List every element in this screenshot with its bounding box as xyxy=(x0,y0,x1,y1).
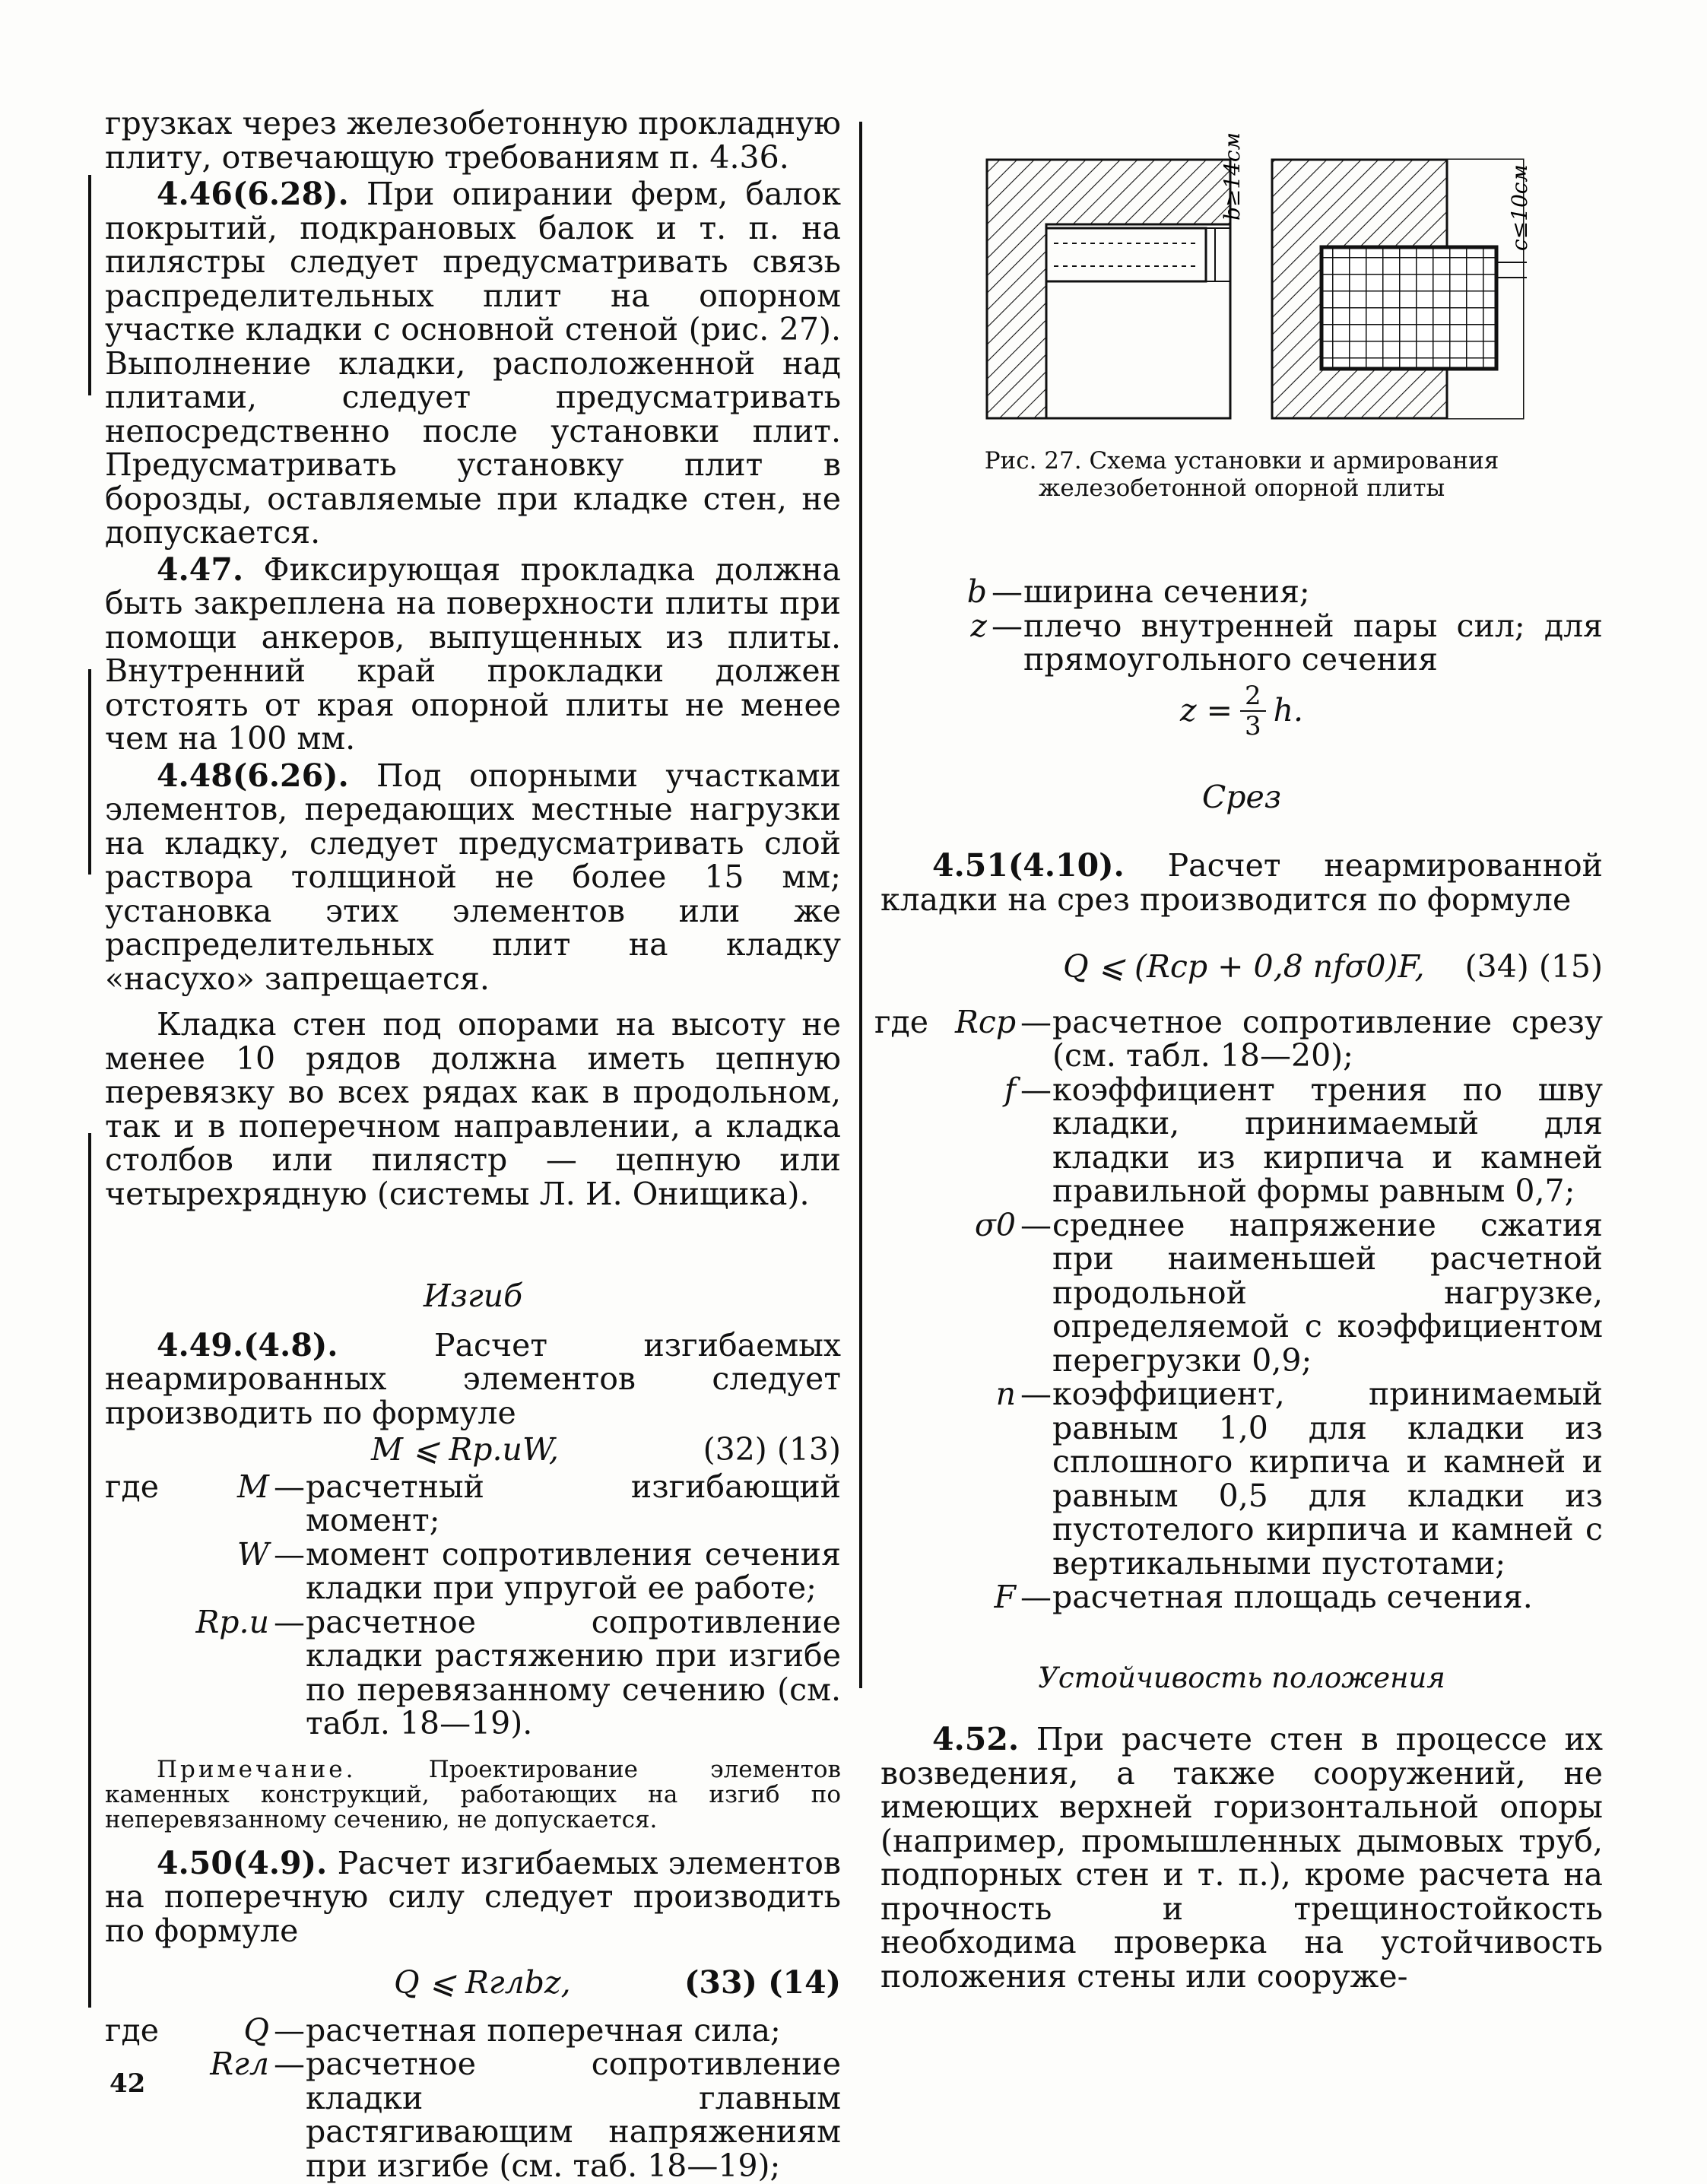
section-4-52 xyxy=(880,1722,1603,1993)
symbol: f xyxy=(1004,1071,1016,1108)
paragraph: грузках через железобетонную прокладную плиту, отвечающую требованиям п. 4.36. xyxy=(105,105,841,176)
symbol: F xyxy=(994,1579,1016,1615)
section-number: 4.46(6.28). xyxy=(157,176,349,212)
dash: — xyxy=(274,1535,305,1573)
dash: — xyxy=(1020,1071,1052,1108)
page-number: 42 xyxy=(109,2068,146,2099)
note xyxy=(105,1757,841,1833)
dash: — xyxy=(1020,1206,1052,1243)
definitions-b-z xyxy=(880,575,1603,677)
paragraph: Кладка стен под опорами на высоту не менее 10 рядов должна иметь цепную перевязку во всех рядах как в продольном, так и в поперечном направлении, а кладка столбов или пилястр — цепную или четырехрядную (системы Л. И. Онищика). xyxy=(105,1006,841,1212)
where-label xyxy=(105,1538,173,1605)
symbol: b xyxy=(966,573,987,610)
dash: — xyxy=(1020,1003,1052,1040)
symbol: W xyxy=(236,1535,269,1573)
symbol: Rгл xyxy=(210,2046,269,2082)
definition: расчетная поперечная сила; xyxy=(306,2011,781,2049)
section-number: 4.47. xyxy=(157,551,244,588)
dash: — xyxy=(274,1468,305,1505)
definitions-34 xyxy=(874,1005,1603,1614)
figure-27-diagram xyxy=(880,106,1603,433)
definition: среднее напряжение сжатия при наименьшей расчетной продольной нагрузке, определяемой с коэффициентом перегрузки 0,9; xyxy=(1052,1206,1603,1379)
definitions-32 xyxy=(105,1470,841,1741)
dimension-label-b: b≥14см xyxy=(1220,132,1245,221)
section-4-46 xyxy=(105,177,841,550)
definition: расчетная площадь сечения. xyxy=(1052,1579,1533,1615)
section-4-48 xyxy=(105,759,841,996)
section-text: Фиксирующая прокладка должна быть закреплена на поверхности плиты при помощи анкеров, выпущенных из плиты. Внутренний край прокладки должен отстоять от края опорной плиты не менее чем на 100 мм. xyxy=(105,551,841,757)
symbol: Q xyxy=(243,2011,269,2049)
dash: — xyxy=(274,2046,305,2082)
section-text: Расчет изгибаемых элементов на поперечную силу следует производить по формуле xyxy=(105,1844,841,1949)
wall-left xyxy=(987,160,1230,418)
where-label: где xyxy=(105,2011,159,2049)
formula-32 xyxy=(105,1433,841,1467)
symbol: M xyxy=(237,1468,269,1505)
note-label: Примечание. xyxy=(157,1755,357,1783)
formula-34 xyxy=(880,950,1603,984)
section-4-49 xyxy=(105,1328,841,1430)
dash: — xyxy=(992,607,1023,644)
section-heading-ustoichivost: Устойчивость положения xyxy=(1038,1661,1445,1694)
definition: расчетное сопротивление кладки растяжению при изгибе по перевязанному сечению (см. табл. 18—19). xyxy=(306,1603,841,1741)
section-text: Под опорными участками элементов, передающих местные нагрузки на кладку, следует предусматривать слой раствора толщиной не более 15 мм; установка этих элементов или же распределительных плит на кладку «насухо» запрещается. xyxy=(105,757,841,997)
definition: коэффициент трения по шву кладки, принимаемый для кладки из кирпича и камней правильной формы равным 0,7; xyxy=(1052,1071,1603,1209)
formula-reference: (32) (13) xyxy=(703,1431,841,1468)
section-number: 4.50(4.9). xyxy=(157,1844,328,1881)
where-label xyxy=(874,1580,950,1614)
section-text: Расчет изгибаемых неармированных элементов следует производить по формуле xyxy=(105,1326,841,1431)
wall-right xyxy=(1272,160,1527,418)
formula-expression: Q ⩽ (Rср + 0,8 nfσ0)F, xyxy=(1063,948,1425,985)
margin-bar xyxy=(88,1133,91,2008)
section-text: При расчете стен в процессе их возведения, а также сооружений, не имеющих верхней горизонтальной опоры (например, промышленных дымовых труб, подпорных стен и т. п.), кроме расчета на прочность и трещиностойкость необходима проверка на устойчивость положения стены или сооруже- xyxy=(880,1721,1603,1995)
where-label xyxy=(105,2047,173,2182)
section-4-50 xyxy=(105,1846,841,1948)
dimension-label-c: c≤10см xyxy=(1507,164,1532,251)
right-column xyxy=(874,106,1603,1995)
where-label: где xyxy=(874,1003,928,1040)
formula-lhs: z = xyxy=(1179,692,1233,729)
section-text: Расчет неармированной кладки на срез производится по формуле xyxy=(880,847,1603,918)
numerator: 2 xyxy=(1240,681,1266,712)
where-label xyxy=(874,1073,950,1208)
fraction xyxy=(1240,681,1266,741)
section-heading-izgib: Изгиб xyxy=(423,1278,523,1314)
section-4-51 xyxy=(880,849,1603,916)
symbol: Rср xyxy=(955,1003,1017,1040)
formula-z xyxy=(880,681,1603,741)
margin-bar xyxy=(859,122,862,1688)
symbol: z xyxy=(970,607,987,644)
formula-expression: M ⩽ Rр.иW, xyxy=(371,1431,559,1468)
figure-caption: Рис. 27. Схема установки и армирования железобетонной опорной плиты xyxy=(984,447,1499,502)
definition: расчетное сопротивление кладки главным растягивающим напряжениям при изгибе (см. таб. 18—19); xyxy=(306,2046,841,2184)
section-number: 4.48(6.26). xyxy=(157,757,349,794)
margin-bar xyxy=(88,669,91,875)
section-text: При опирании ферм, балок покрытий, подкрановых балок и т. п. на пилястры следует предусматривать связь распределительных плит на опорном участке кладки с основной стеной (рис. 27). Выполнение кладки, расположенной над плитами, следует предусматривать непосредственно после установки плит. Предусматривать установку плит в борозды, оставляемые при кладке стен, не допускается. xyxy=(105,176,841,551)
dash: — xyxy=(274,2011,305,2049)
denominator: 3 xyxy=(1244,710,1261,741)
definition: ширина сечения; xyxy=(1023,573,1310,610)
left-column xyxy=(105,106,841,2182)
section-number: 4.51(4.10). xyxy=(932,847,1125,884)
definition: момент сопротивления сечения кладки при упругой ее работе; xyxy=(306,1535,841,1606)
where-label xyxy=(874,1208,950,1378)
dash: — xyxy=(274,1603,305,1640)
formula-rhs: h. xyxy=(1273,692,1304,729)
dash: — xyxy=(1020,1579,1052,1615)
symbol: σ0 xyxy=(974,1206,1016,1243)
definition: плечо внутренней пары сил; для прямоугольного сечения xyxy=(1023,607,1603,678)
note-text: Проектирование элементов каменных конструкций, работающих на изгиб по неперевязанному сечению, не допускается. xyxy=(105,1755,841,1833)
definition: коэффициент, принимаемый равным 1,0 для кладки из сплошного кирпича и камней и равным 0,5 для кладки из пустотелого кирпича и камней с вертикальными пустотами; xyxy=(1052,1376,1603,1582)
symbol: Rр.и xyxy=(195,1603,269,1640)
formula-33 xyxy=(105,1966,841,2000)
definitions-33 xyxy=(105,2011,841,2184)
where-label xyxy=(874,1377,950,1580)
dash: — xyxy=(992,573,1023,610)
symbol: n xyxy=(995,1376,1016,1412)
dash: — xyxy=(1020,1376,1052,1412)
definition: расчетное сопротивление срезу (см. табл. 18—20); xyxy=(1052,1003,1603,1074)
where-label: где xyxy=(105,1468,159,1505)
section-number: 4.52. xyxy=(932,1721,1020,1757)
formula-reference: (33) (14) xyxy=(684,1964,841,2001)
definition: расчетный изгибающий момент; xyxy=(306,1468,841,1538)
section-number: 4.49.(4.8). xyxy=(157,1326,338,1363)
where-label xyxy=(105,1605,173,1741)
section-4-47 xyxy=(105,553,841,756)
margin-bar xyxy=(88,175,91,395)
formula-expression: Q ⩽ Rглbz, xyxy=(394,1964,571,2001)
section-heading-srez: Срез xyxy=(1201,778,1282,815)
formula-reference: (34) (15) xyxy=(1464,948,1603,985)
